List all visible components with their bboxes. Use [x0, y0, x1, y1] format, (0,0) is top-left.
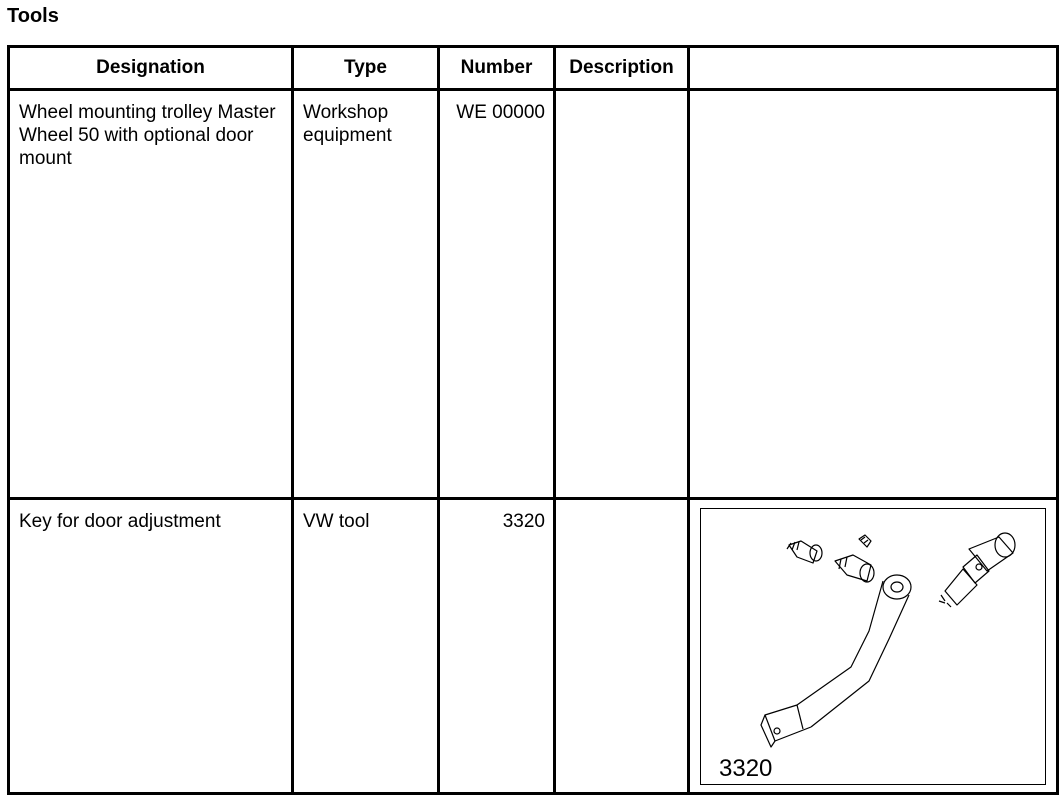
figure-label: 3320	[719, 755, 773, 782]
header-description: Description	[555, 47, 689, 90]
number-text: 3320	[502, 511, 545, 532]
header-designation: Designation	[9, 47, 293, 90]
cell-image	[689, 499, 1058, 794]
cell-number	[439, 499, 555, 794]
tool-illustration	[700, 508, 1046, 785]
header-type: Type	[293, 47, 439, 90]
door-adjustment-key-drawing	[701, 509, 1041, 784]
header-number: Number	[439, 47, 555, 90]
number-text: WE 00000	[456, 102, 545, 123]
designation-text: Wheel mounting trolley Master Wheel 50 with optional door mount	[19, 102, 276, 169]
cell-number	[439, 90, 555, 499]
page-title: Tools	[7, 5, 59, 27]
bit-small-icon	[787, 541, 822, 563]
cell-description	[555, 90, 689, 499]
type-text: Workshop equipment	[303, 102, 392, 146]
description-text	[556, 91, 687, 101]
table-row	[9, 499, 1058, 794]
cell-type	[293, 499, 439, 794]
description-text	[556, 500, 687, 510]
cell-description	[555, 499, 689, 794]
handle-icon	[761, 575, 911, 747]
table-row	[9, 90, 1058, 499]
cell-type	[293, 90, 439, 499]
cell-image	[689, 90, 1058, 499]
bolt-icon	[859, 535, 871, 547]
header-image	[689, 47, 1058, 90]
socket-icon	[835, 555, 874, 582]
cell-designation	[9, 499, 293, 794]
universal-joint-icon	[939, 533, 1015, 607]
table-header-row	[9, 47, 1058, 90]
type-text: VW tool	[303, 511, 370, 532]
tools-table	[7, 45, 1059, 795]
designation-text: Key for door adjustment	[19, 511, 221, 532]
cell-designation	[9, 90, 293, 499]
